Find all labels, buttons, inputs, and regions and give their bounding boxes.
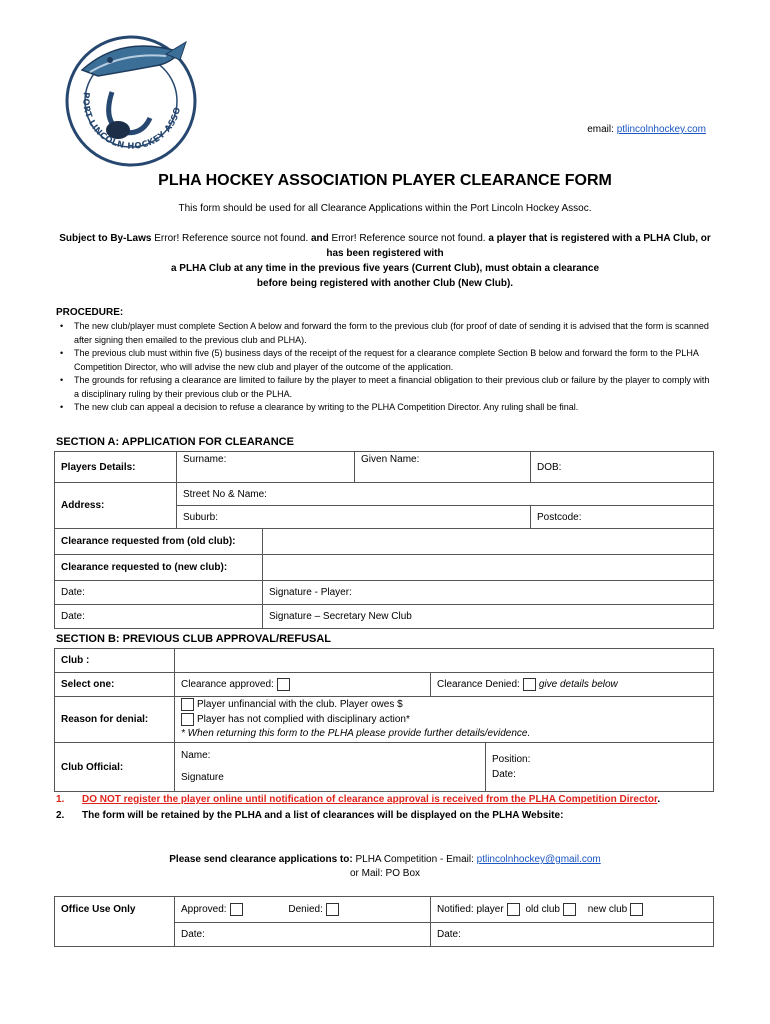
office-approved-label: Approved: bbox=[181, 904, 227, 916]
office-denied-checkbox[interactable] bbox=[326, 903, 339, 916]
players-details-label: Players Details: bbox=[55, 452, 177, 483]
signature-secretary-field[interactable] bbox=[263, 605, 714, 629]
street-field[interactable] bbox=[177, 483, 714, 506]
unfinancial-label: Player unfinancial with the club. Player owes $ bbox=[197, 699, 403, 711]
dob-field[interactable] bbox=[531, 452, 714, 483]
denied-note: give details below bbox=[538, 679, 618, 691]
procedure-heading: PROCEDURE: bbox=[56, 307, 124, 318]
approved-label: Clearance approved: bbox=[181, 679, 274, 691]
signature-secretary-label: Signature – Secretary New Club bbox=[269, 611, 412, 622]
postcode-field[interactable] bbox=[531, 506, 714, 529]
subject-paragraph bbox=[50, 231, 720, 291]
office-notified-date-field[interactable] bbox=[431, 923, 714, 947]
plha-logo bbox=[62, 32, 200, 170]
subject-and: and bbox=[311, 233, 329, 244]
office-decision bbox=[175, 897, 431, 923]
office-use-table bbox=[54, 896, 714, 947]
reason-options bbox=[175, 697, 714, 743]
notified-old-club-checkbox[interactable] bbox=[563, 903, 576, 916]
given-name-label: Given Name: bbox=[361, 454, 420, 465]
notified-old-club-label: old club bbox=[525, 904, 560, 916]
denied-label: Clearance Denied: bbox=[437, 679, 520, 691]
send-mail: or Mail: PO Box bbox=[349, 868, 421, 879]
signature-player-label: Signature - Player: bbox=[269, 587, 352, 598]
logo-text: PORT LINCOLN HOCKEY ASSO bbox=[80, 91, 184, 152]
section-b-table bbox=[54, 648, 714, 792]
notified-player-label: Notified: player bbox=[437, 904, 504, 916]
approved-checkbox[interactable] bbox=[277, 678, 290, 691]
note-2 bbox=[56, 809, 706, 823]
club-official-label: Club Official: bbox=[55, 743, 175, 792]
notified-new-club-label: new club bbox=[587, 904, 628, 916]
note-1-number: 1. bbox=[56, 794, 65, 805]
select-one-label: Select one: bbox=[55, 673, 175, 697]
reason-label: Reason for denial: bbox=[55, 697, 175, 743]
dob-label: DOB: bbox=[537, 461, 562, 473]
office-date-field[interactable] bbox=[175, 923, 431, 947]
subject-line2: a PLHA Club at any time in the previous five years (Current Club), must obtain a clearance bbox=[170, 263, 600, 274]
header-email bbox=[587, 124, 706, 135]
address-label: Address: bbox=[55, 483, 177, 529]
club-label: Club : bbox=[55, 649, 175, 673]
street-label: Street No & Name: bbox=[183, 488, 267, 500]
office-denied-label: Denied: bbox=[288, 904, 323, 916]
page-subtitle: This form should be used for all Clearance Applications within the Port Lincoln Hockey Assoc. bbox=[178, 203, 592, 214]
send-email-link[interactable]: ptlincolnhockey@gmail.com bbox=[476, 854, 601, 865]
date-label: Date: bbox=[181, 929, 205, 940]
send-instructions bbox=[0, 853, 770, 881]
to-new-club-field[interactable] bbox=[263, 555, 714, 581]
notified-new-club-checkbox[interactable] bbox=[630, 903, 643, 916]
section-b-heading: SECTION B: PREVIOUS CLUB APPROVAL/REFUSAL bbox=[56, 633, 332, 645]
subject-ref2: Error! Reference source not found. bbox=[328, 233, 489, 244]
note-2-number: 2. bbox=[56, 810, 65, 821]
page-title: PLHA HOCKEY ASSOCIATION PLAYER CLEARANCE FORM bbox=[158, 172, 612, 189]
from-old-club-field[interactable] bbox=[263, 529, 714, 555]
date-label: Date: bbox=[492, 769, 516, 780]
notified-player-checkbox[interactable] bbox=[507, 903, 520, 916]
procedure-item: • The previous club must within five (5) business days of the receipt of the request for a clearance complete Section B below and forward the form to the PLHA Competition Director, who will advise the new club and player of the outcome of the application. bbox=[56, 347, 716, 374]
subject-lead: Subject to By-Laws bbox=[59, 233, 152, 244]
procedure-item: • The new club can appeal a decision to refuse a clearance by writing to the PLHA Competition Director. Any ruling shall be final. bbox=[56, 401, 716, 415]
surname-label: Surname: bbox=[183, 454, 227, 465]
position-label: Position: bbox=[492, 754, 531, 765]
signature-player-field[interactable] bbox=[263, 581, 714, 605]
office-use-label: Office Use Only bbox=[55, 897, 175, 947]
subject-line1: a player that is registered with a PLHA Club, or has been registered with bbox=[326, 233, 711, 259]
disciplinary-label: Player has not complied with disciplinary action* bbox=[197, 713, 410, 725]
official-position-field[interactable] bbox=[486, 743, 714, 792]
send-competition: PLHA Competition - Email: bbox=[355, 854, 474, 865]
name-label: Name: bbox=[181, 750, 211, 761]
disciplinary-checkbox[interactable] bbox=[181, 713, 194, 726]
date-secretary-field[interactable] bbox=[55, 605, 263, 629]
denied-checkbox[interactable] bbox=[523, 678, 536, 691]
procedure-item: • The new club/player must complete Section A below and forward the form to the previous club (for proof of date of sending it is advised that the form is scanned after signing then emailed to the previous club and PLHA). bbox=[56, 320, 716, 347]
suburb-label: Suburb: bbox=[183, 511, 219, 523]
office-notified bbox=[431, 897, 714, 923]
email-link[interactable]: ptlincolnhockey.com bbox=[616, 124, 706, 135]
official-name-field[interactable] bbox=[175, 743, 486, 792]
date-label: Date: bbox=[61, 587, 85, 598]
section-a-table bbox=[54, 451, 714, 629]
note-1-text: DO NOT register the player online until notification of clearance approval is received from the PLHA Competition Director bbox=[82, 794, 658, 805]
date-label: Date: bbox=[437, 929, 461, 940]
note-1-dot: . bbox=[657, 794, 661, 805]
note-1 bbox=[56, 793, 706, 807]
subject-ref1: Error! Reference source not found. bbox=[151, 233, 311, 244]
subject-line3: before being registered with another Club (New Club). bbox=[256, 278, 514, 289]
date-label: Date: bbox=[61, 611, 85, 622]
procedure-item: • The grounds for refusing a clearance are limited to failure by the player to meet a financial obligation to their previous club or failure by the player to comply with a disciplinary ruling by their previous club or the PLHA. bbox=[56, 374, 716, 401]
procedure-list bbox=[56, 320, 716, 415]
date-player-field[interactable] bbox=[55, 581, 263, 605]
club-field[interactable] bbox=[175, 649, 714, 673]
given-name-field[interactable] bbox=[355, 452, 531, 483]
office-approved-checkbox[interactable] bbox=[230, 903, 243, 916]
reason-note: * When returning this form to the PLHA please provide further details/evidence. bbox=[181, 727, 531, 739]
unfinancial-checkbox[interactable] bbox=[181, 698, 194, 711]
send-label: Please send clearance applications to: bbox=[169, 854, 353, 865]
postcode-label: Postcode: bbox=[537, 511, 582, 523]
approved-option bbox=[175, 673, 431, 697]
note-2-text: The form will be retained by the PLHA and a list of clearances will be displayed on the PLHA Website: bbox=[82, 810, 564, 821]
denied-option bbox=[431, 673, 714, 697]
surname-field[interactable] bbox=[177, 452, 355, 483]
notes bbox=[56, 793, 706, 823]
section-a-heading: SECTION A: APPLICATION FOR CLEARANCE bbox=[56, 436, 294, 448]
email-label: email: bbox=[587, 124, 614, 135]
signature-label: Signature bbox=[181, 772, 224, 783]
to-new-club-label: Clearance requested to (new club): bbox=[55, 555, 263, 581]
suburb-field[interactable] bbox=[177, 506, 531, 529]
from-old-club-label: Clearance requested from (old club): bbox=[55, 529, 263, 555]
